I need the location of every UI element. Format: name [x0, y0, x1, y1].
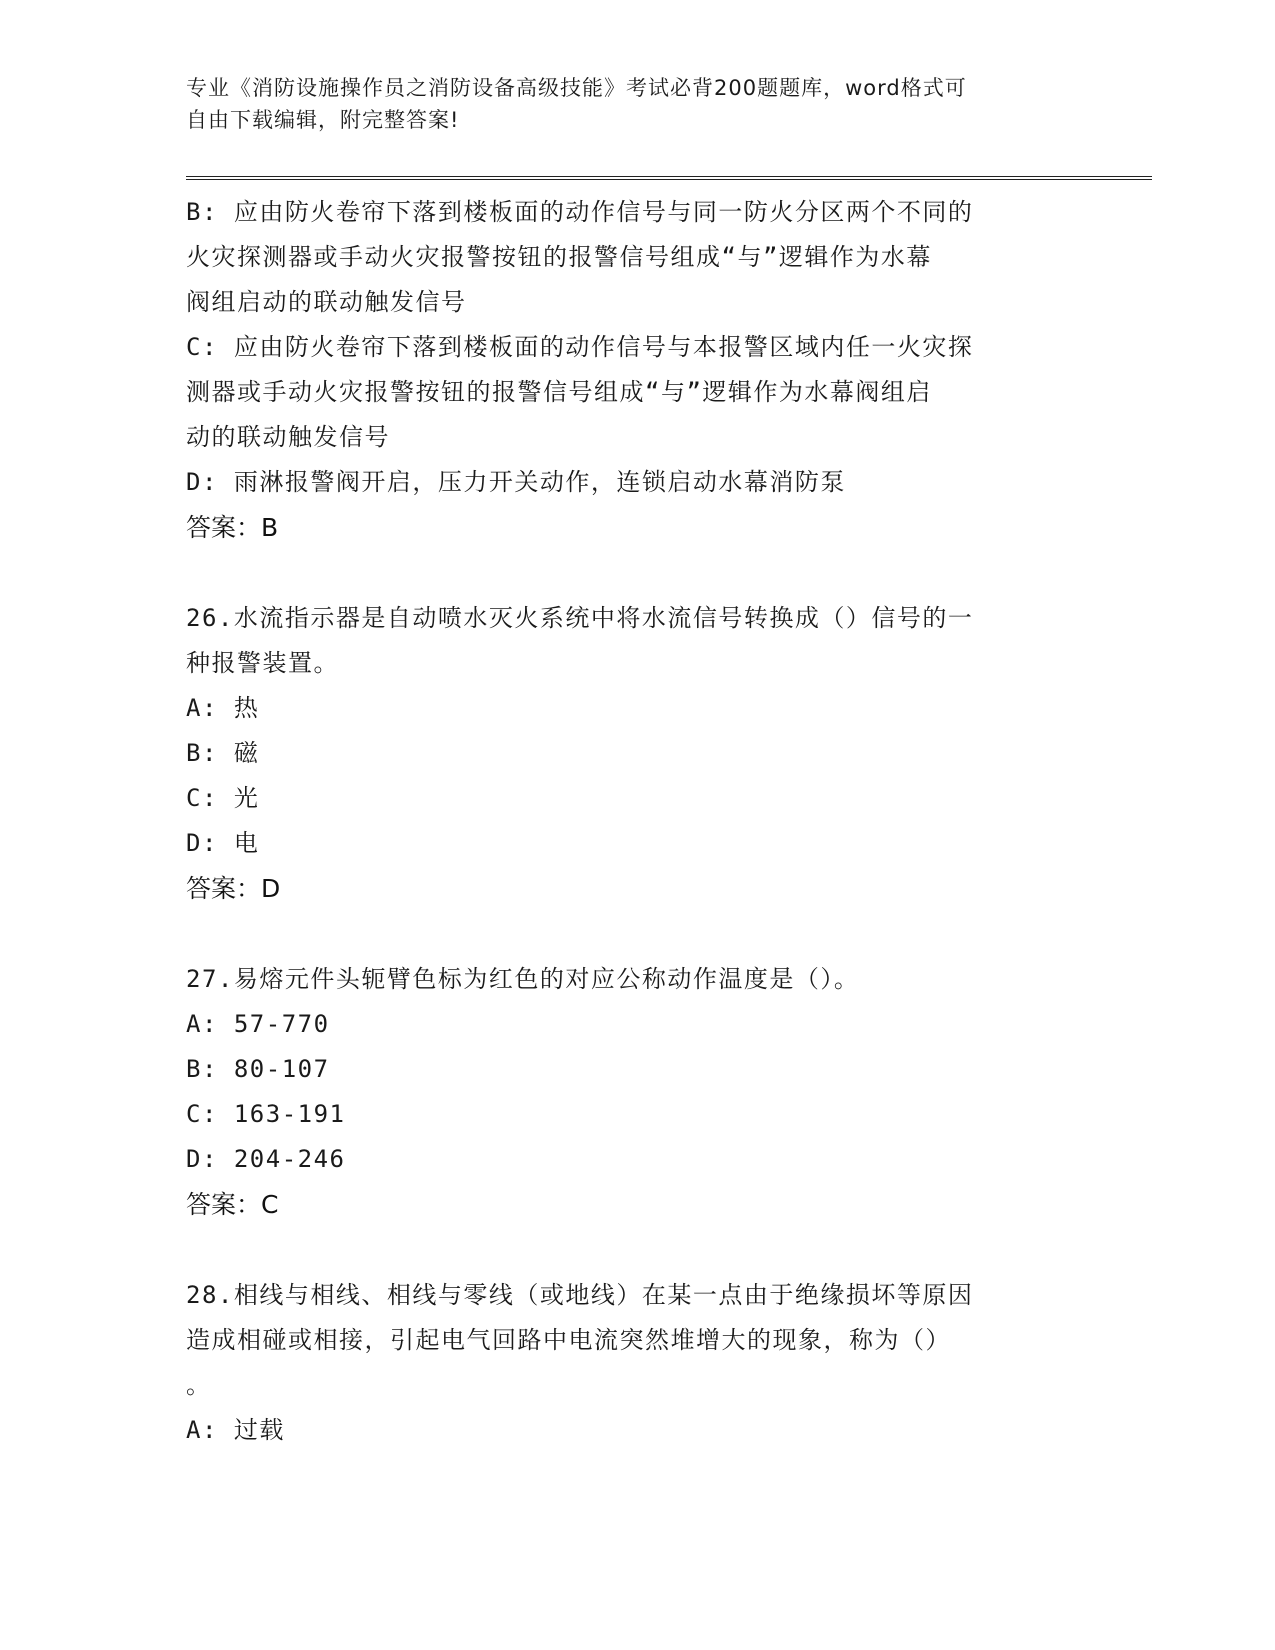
question-stem-line-3: 。	[186, 1371, 212, 1399]
header-line-2: 自由下载编辑，附完整答案!	[186, 108, 460, 132]
spacer	[186, 1227, 1066, 1273]
option-d: D: 雨淋报警阀开启，压力开关动作，连锁启动水幕消防泵	[186, 468, 846, 496]
option-c-line-3: 动的联动触发信号	[186, 423, 390, 451]
question-25-continued	[186, 190, 1066, 550]
answer-label: 答案：D	[186, 874, 281, 903]
option-c: C: 光	[186, 784, 260, 812]
header-divider	[186, 176, 1152, 180]
option-a: A: 热	[186, 694, 260, 722]
option-c-line-1: C: 应由防火卷帘下落到楼板面的动作信号与本报警区域内任一火灾探	[186, 333, 974, 361]
spacer	[186, 550, 1066, 596]
question-stem-line-2: 种报警装置。	[186, 649, 339, 677]
question-stem-line-1: 26.水流指示器是自动喷水灭火系统中将水流信号转换成（）信号的一	[186, 604, 974, 632]
question-28	[186, 1273, 1066, 1453]
option-a: A: 57-770	[186, 1010, 330, 1038]
question-26	[186, 596, 1066, 911]
question-stem-line-2: 造成相碰或相接，引起电气回路中电流突然堆增大的现象，称为（）	[186, 1326, 951, 1354]
option-a: A: 过载	[186, 1416, 285, 1444]
option-b: B: 磁	[186, 739, 260, 767]
option-d: D: 204-246	[186, 1145, 346, 1173]
option-b-line-2: 火灾探测器或手动火灾报警按钮的报警信号组成“与”逻辑作为水幕	[186, 243, 932, 271]
option-b-line-3: 阀组启动的联动触发信号	[186, 288, 467, 316]
spacer	[186, 911, 1066, 957]
option-d: D: 电	[186, 829, 260, 857]
document-body	[186, 190, 1066, 1453]
question-27	[186, 957, 1066, 1227]
option-c: C: 163-191	[186, 1100, 346, 1128]
document-header	[186, 72, 1066, 136]
question-stem-line-1: 28.相线与相线、相线与零线（或地线）在某一点由于绝缘损坏等原因	[186, 1281, 974, 1309]
answer-label: 答案：C	[186, 1190, 279, 1219]
option-c-line-2: 测器或手动火灾报警按钮的报警信号组成“与”逻辑作为水幕阀组启	[186, 378, 932, 406]
header-line-1: 专业《消防设施操作员之消防设备高级技能》考试必背200题题库，word格式可	[186, 76, 967, 100]
option-b: B: 80-107	[186, 1055, 330, 1083]
question-stem-line-1: 27.易熔元件头轭臂色标为红色的对应公称动作温度是（）。	[186, 965, 860, 993]
option-b-line-1: B: 应由防火卷帘下落到楼板面的动作信号与同一防火分区两个不同的	[186, 198, 974, 226]
answer-label: 答案：B	[186, 513, 279, 542]
